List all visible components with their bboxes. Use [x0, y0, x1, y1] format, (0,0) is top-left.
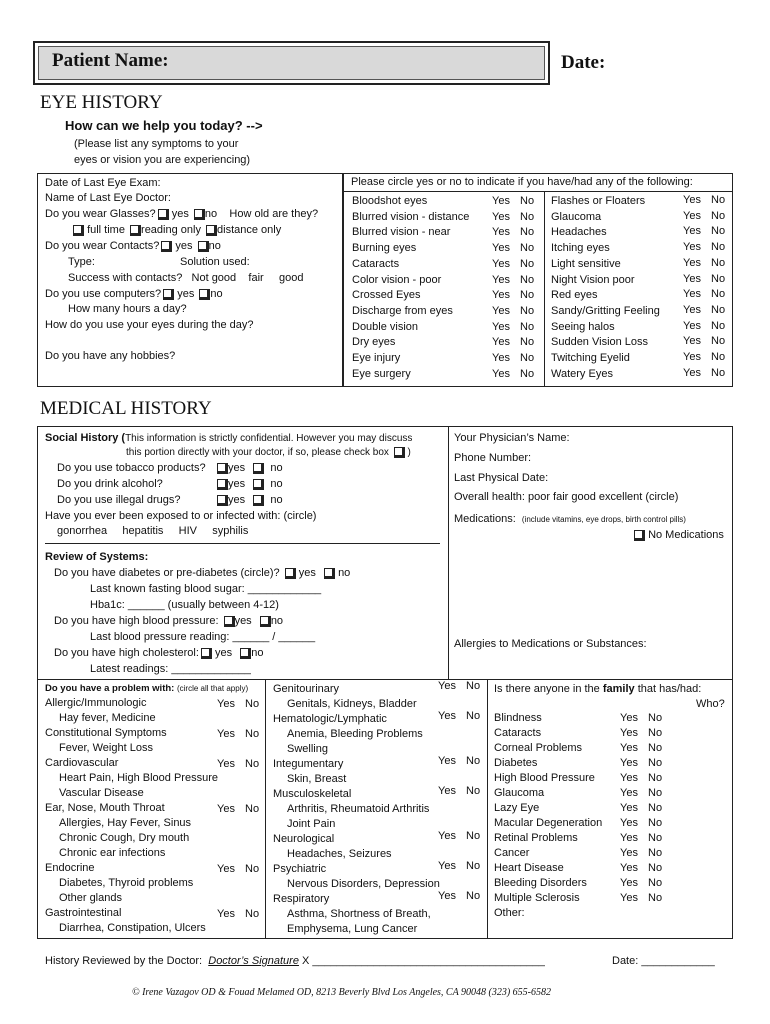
yes-option[interactable]: Yes: [438, 680, 456, 692]
yes-option[interactable]: Yes: [620, 802, 638, 814]
yes-option[interactable]: Yes: [683, 351, 701, 363]
no-option[interactable]: No: [245, 803, 260, 815]
distance-checkbox[interactable]: [206, 225, 215, 234]
bp-row: Do you have high blood pressure: yes no: [54, 615, 284, 627]
glasses-no-checkbox[interactable]: [194, 209, 203, 218]
patient-name-label: Patient Name:: [52, 50, 169, 71]
reading-checkbox[interactable]: [130, 225, 139, 234]
yes-option[interactable]: Yes: [620, 742, 638, 754]
symptom-label: Eye surgery: [352, 367, 411, 380]
symptom-label: Blurred vision - distance: [352, 210, 470, 223]
system-label: Allergic/Immunologic: [45, 697, 147, 709]
system-detail: Skin, Breast: [287, 773, 347, 785]
no-option[interactable]: No: [466, 785, 481, 797]
yes-option[interactable]: Yes: [620, 817, 638, 829]
physician-label: Your Physician’s Name:: [454, 432, 570, 444]
no-option[interactable]: No: [245, 908, 260, 920]
system-detail: Headaches, Seizures: [287, 848, 392, 860]
chol-last-label: Latest readings: _____________: [90, 663, 251, 675]
phone-label: Phone Number:: [454, 452, 532, 464]
yes-option[interactable]: Yes: [683, 288, 701, 301]
yes-option[interactable]: Yes: [492, 273, 510, 286]
yes-option[interactable]: Yes: [217, 758, 235, 770]
yes-option[interactable]: Yes: [683, 272, 701, 285]
diabetes-no-checkbox[interactable]: [324, 568, 333, 577]
symptom-label: Crossed Eyes: [352, 289, 421, 302]
symptom-label: Glaucoma: [551, 210, 602, 223]
no-option[interactable]: No: [711, 335, 726, 348]
symptom-label: Itching eyes: [551, 242, 610, 255]
no-option[interactable]: No: [466, 710, 481, 722]
alcohol-label: Do you drink alcohol?: [57, 478, 163, 490]
chol-no-checkbox[interactable]: [240, 648, 249, 657]
fulltime-checkbox[interactable]: [73, 225, 82, 234]
no-option[interactable]: No: [711, 241, 726, 254]
overall-health-label: Overall health: poor fair good excellent (circle): [454, 491, 679, 503]
system-label: Neurological: [273, 833, 335, 845]
no-option[interactable]: No: [648, 862, 663, 874]
contacts-yes-checkbox[interactable]: [161, 241, 170, 250]
symptom-label: Seeing halos: [551, 320, 615, 333]
no-option[interactable]: No: [520, 226, 535, 239]
family-question: Is there anyone in the family that has/had:: [494, 683, 702, 695]
alcohol-no-checkbox[interactable]: [253, 479, 262, 488]
no-option[interactable]: No: [648, 802, 663, 814]
system-label: Gastrointestinal: [45, 907, 122, 919]
symptom-label: Bloodshot eyes: [352, 195, 428, 207]
ros-label: Review of Systems:: [45, 551, 149, 563]
family-condition: Blindness: [494, 712, 542, 724]
system-label: Endocrine: [45, 862, 95, 874]
no-option[interactable]: No: [711, 256, 726, 269]
system-label: Genitourinary: [273, 683, 340, 695]
yes-option[interactable]: Yes: [683, 225, 701, 238]
yes-option[interactable]: Yes: [620, 772, 638, 784]
contacts-no-checkbox[interactable]: [198, 241, 207, 250]
no-option[interactable]: No: [711, 351, 726, 363]
family-condition: Macular Degeneration: [494, 817, 603, 829]
system-detail: Diabetes, Thyroid problems: [59, 877, 194, 889]
help-sub2: eyes or vision you are experiencing): [74, 154, 251, 166]
no-option[interactable]: No: [711, 209, 726, 222]
yes-option[interactable]: Yes: [217, 728, 235, 740]
yes-option[interactable]: Yes: [492, 242, 510, 255]
system-label: Respiratory: [273, 893, 330, 905]
system-label: Ear, Nose, Mouth Throat: [45, 802, 165, 814]
family-condition: Corneal Problems: [494, 742, 583, 754]
drugs-label: Do you use illegal drugs?: [57, 494, 181, 506]
sugar-label: Last known fasting blood sugar: ____________: [90, 583, 322, 595]
no-option[interactable]: No: [711, 272, 726, 285]
family-condition: High Blood Pressure: [494, 772, 595, 784]
family-condition: Bleeding Disorders: [494, 877, 587, 889]
patient-name-box: [33, 41, 550, 85]
system-detail: Arthritis, Rheumatoid Arthritis: [287, 803, 430, 815]
success-row: Success with contacts? Not good fair good: [68, 272, 304, 284]
yes-option[interactable]: Yes: [620, 757, 638, 769]
system-detail: Swelling: [287, 743, 328, 755]
computers-row: Do you use computers? yes no: [45, 288, 223, 300]
symptoms-header: Please circle yes or no to indicate if you have/had any of the following:: [351, 176, 693, 188]
yes-option[interactable]: Yes: [492, 289, 510, 302]
yes-option[interactable]: Yes: [217, 698, 235, 710]
no-option[interactable]: No: [711, 366, 726, 379]
system-detail: Emphysema, Lung Cancer: [287, 923, 418, 935]
system-detail: Nervous Disorders, Depression: [287, 878, 440, 890]
yes-option[interactable]: Yes: [438, 785, 456, 797]
yes-option[interactable]: Yes: [620, 847, 638, 859]
no-option[interactable]: No: [245, 698, 260, 710]
system-detail: Joint Pain: [287, 818, 336, 830]
reviewed-row: History Reviewed by the Doctor: Doctor’s Signature X ______________________________________: [45, 955, 545, 967]
system-label: Psychiatric: [273, 863, 327, 875]
alcohol-yes-checkbox[interactable]: [217, 479, 226, 488]
diabetes-row: Do you have diabetes or pre-diabetes (circle)? yes no: [54, 567, 351, 579]
yes-option[interactable]: Yes: [683, 303, 701, 316]
system-detail: Diarrhea, Constipation, Ulcers: [59, 922, 206, 934]
no-option[interactable]: No: [711, 288, 726, 301]
family-condition: Retinal Problems: [494, 832, 578, 844]
how-use-label: How do you use your eyes during the day?: [45, 319, 254, 331]
yes-option[interactable]: Yes: [492, 257, 510, 270]
drugs-yes-checkbox[interactable]: [217, 495, 226, 504]
no-option[interactable]: No: [648, 877, 663, 889]
symptom-label: Eye injury: [352, 352, 401, 364]
yes-option[interactable]: Yes: [492, 304, 510, 317]
system-detail: Asthma, Shortness of Breath,: [287, 908, 431, 920]
system-detail: Heart Pain, High Blood Pressure: [59, 772, 218, 784]
no-option[interactable]: No: [520, 352, 535, 364]
symptom-label: Night Vision poor: [551, 273, 635, 286]
no-option[interactable]: No: [648, 892, 663, 904]
symptom-label: Sudden Vision Loss: [551, 336, 649, 349]
no-option[interactable]: No: [520, 210, 535, 223]
yes-option[interactable]: Yes: [438, 755, 456, 767]
no-option[interactable]: No: [648, 772, 663, 784]
bp-last-label: Last blood pressure reading: ______ / ______: [90, 631, 316, 643]
system-label: Constitutional Symptoms: [45, 727, 167, 739]
system-detail: Genitals, Kidneys, Bladder: [287, 698, 417, 710]
no-meds-checkbox[interactable]: [634, 530, 643, 539]
tobacco-yn: yes no: [215, 462, 283, 474]
medications-label: Medications: (include vitamins, eye drops, birth control pills): [454, 513, 686, 525]
alcohol-yn: yes no: [215, 478, 283, 490]
no-option[interactable]: No: [466, 890, 481, 902]
no-option[interactable]: No: [520, 257, 535, 270]
contacts-row: Do you wear Contacts? yes no: [45, 240, 221, 252]
no-meds-row: No Medications: [632, 529, 724, 541]
yes-option[interactable]: Yes: [492, 226, 510, 239]
system-detail: Anemia, Bleeding Problems: [287, 728, 423, 740]
family-other: Other:: [494, 907, 525, 919]
family-condition: Lazy Eye: [494, 802, 540, 814]
symptom-label: Discharge from eyes: [352, 304, 453, 317]
symptom-label: Watery Eyes: [551, 367, 613, 380]
no-option[interactable]: No: [648, 832, 663, 844]
yes-option[interactable]: Yes: [217, 908, 235, 920]
no-option[interactable]: No: [520, 273, 535, 286]
problem-label: Do you have a problem with: (circle all that apply): [45, 683, 249, 694]
yes-option[interactable]: Yes: [620, 877, 638, 889]
no-option[interactable]: No: [648, 817, 663, 829]
system-detail: Chronic Cough, Dry mouth: [59, 832, 190, 844]
no-option[interactable]: No: [466, 680, 481, 692]
social-history-line: Social History (This information is strictly confidential. However you may discuss: [45, 432, 413, 444]
date-label: Date:: [561, 52, 606, 73]
drugs-no-checkbox[interactable]: [253, 495, 262, 504]
symptom-label: Flashes or Floaters: [551, 195, 646, 207]
yes-option[interactable]: Yes: [683, 366, 701, 379]
diseases-list: gonorrhea hepatitis HIV syphilis: [57, 525, 249, 537]
eye-history-title: EYE HISTORY: [40, 92, 163, 113]
exposed-label: Have you ever been exposed to or infected with: (circle): [45, 510, 317, 522]
system-detail: Other glands: [59, 892, 122, 904]
chol-yes-checkbox[interactable]: [201, 648, 210, 657]
symptom-label: Sandy/Gritting Feeling: [551, 304, 660, 317]
no-option[interactable]: No: [466, 860, 481, 872]
no-option[interactable]: No: [245, 863, 260, 875]
allergies-label: Allergies to Medications or Substances:: [454, 638, 647, 650]
no-option[interactable]: No: [648, 847, 663, 859]
yes-option[interactable]: Yes: [620, 832, 638, 844]
chol-row: Do you have high cholesterol: yes no: [54, 647, 264, 659]
system-detail: Chronic ear infections: [59, 847, 166, 859]
family-condition: Diabetes: [494, 757, 538, 769]
last-doctor-label: Name of Last Eye Doctor:: [45, 192, 171, 204]
symptom-label: Red eyes: [551, 289, 598, 302]
no-option[interactable]: No: [648, 712, 663, 724]
bp-yes-checkbox[interactable]: [224, 616, 233, 625]
type-label: Type:: [68, 256, 95, 268]
system-detail: Vascular Disease: [59, 787, 144, 799]
glasses-usage-row: full time reading only distance only: [71, 224, 281, 236]
symptom-label: Light sensitive: [551, 257, 621, 270]
glasses-yes-checkbox[interactable]: [158, 209, 167, 218]
no-option[interactable]: No: [520, 242, 535, 255]
yes-option[interactable]: Yes: [492, 320, 510, 333]
no-option[interactable]: No: [648, 757, 663, 769]
no-option[interactable]: No: [711, 303, 726, 316]
no-option[interactable]: No: [466, 830, 481, 842]
yes-option[interactable]: Yes: [683, 256, 701, 269]
yes-option[interactable]: Yes: [438, 860, 456, 872]
medical-box: [37, 426, 733, 939]
yes-option[interactable]: Yes: [683, 241, 701, 254]
bp-no-checkbox[interactable]: [260, 616, 269, 625]
family-condition: Multiple Sclerosis: [494, 892, 580, 904]
symptom-label: Dry eyes: [352, 336, 396, 349]
no-option[interactable]: No: [520, 289, 535, 302]
no-option[interactable]: No: [711, 194, 726, 206]
computers-yes-checkbox[interactable]: [163, 289, 172, 298]
no-option[interactable]: No: [648, 742, 663, 754]
yes-option[interactable]: Yes: [438, 830, 456, 842]
eye-symptoms-box: [343, 173, 733, 387]
family-condition: Cataracts: [494, 727, 542, 739]
social-line2: this portion directly with your doctor, if so, please check box ): [126, 447, 411, 458]
yes-option[interactable]: Yes: [217, 863, 235, 875]
hobbies-label: Do you have any hobbies?: [45, 350, 176, 362]
yes-option[interactable]: Yes: [620, 727, 638, 739]
symptom-label: Double vision: [352, 320, 419, 333]
help-sub1: (Please list any symptoms to your: [74, 138, 239, 150]
last-physical-label: Last Physical Date:: [454, 472, 549, 484]
tobacco-no-checkbox[interactable]: [253, 463, 262, 472]
copyright: © Irene Vazagov OD & Fouad Melamed OD, 8213 Beverly Blvd Los Angeles, CA 90048 (323) 655-6582: [132, 987, 552, 998]
medical-history-title: MEDICAL HISTORY: [40, 398, 212, 419]
diabetes-yes-checkbox[interactable]: [285, 568, 294, 577]
yes-option[interactable]: Yes: [683, 194, 701, 206]
hours-label: How many hours a day?: [68, 303, 187, 315]
footer-date: Date: ____________: [612, 955, 715, 967]
yes-option[interactable]: Yes: [438, 710, 456, 722]
symptom-label: Headaches: [551, 226, 607, 239]
system-label: Musculoskeletal: [273, 788, 352, 800]
yes-option[interactable]: Yes: [492, 352, 510, 364]
tobacco-yes-checkbox[interactable]: [217, 463, 226, 472]
yes-option[interactable]: Yes: [492, 195, 510, 207]
symptom-label: Cataracts: [352, 257, 400, 270]
yes-option[interactable]: Yes: [492, 367, 510, 380]
system-label: Cardiovascular: [45, 757, 119, 769]
hba1c-label: Hba1c: ______ (usually between 4-12): [90, 599, 279, 611]
system-detail: Fever, Weight Loss: [59, 742, 153, 754]
last-exam-label: Date of Last Eye Exam:: [45, 177, 161, 189]
who-label: Who?: [696, 698, 725, 710]
no-option[interactable]: No: [711, 225, 726, 238]
yes-option[interactable]: Yes: [683, 209, 701, 222]
no-option[interactable]: No: [520, 367, 535, 380]
system-detail: Hay fever, Medicine: [59, 712, 156, 724]
symptom-label: Color vision - poor: [352, 273, 442, 286]
no-option[interactable]: No: [520, 320, 535, 333]
yes-option[interactable]: Yes: [492, 210, 510, 223]
family-condition: Heart Disease: [494, 862, 564, 874]
no-option[interactable]: No: [520, 195, 535, 207]
help-question: How can we help you today? -->: [65, 118, 263, 133]
no-option[interactable]: No: [245, 728, 260, 740]
no-option[interactable]: No: [648, 787, 663, 799]
glasses-row: Do you wear Glasses? yes no How old are they?: [45, 208, 319, 220]
system-detail: Allergies, Hay Fever, Sinus: [59, 817, 192, 829]
no-option[interactable]: No: [245, 758, 260, 770]
system-label: Hematologic/Lymphatic: [273, 713, 387, 725]
family-condition: Glaucoma: [494, 787, 545, 799]
solution-label: Solution used:: [180, 256, 250, 268]
system-label: Integumentary: [273, 758, 344, 770]
yes-option[interactable]: Yes: [620, 712, 638, 724]
eye-exam-box: [37, 173, 343, 387]
yes-option[interactable]: Yes: [620, 787, 638, 799]
no-option[interactable]: No: [466, 755, 481, 767]
yes-option[interactable]: Yes: [620, 862, 638, 874]
tobacco-label: Do you use tobacco products?: [57, 462, 206, 474]
yes-option[interactable]: Yes: [217, 803, 235, 815]
computers-no-checkbox[interactable]: [199, 289, 208, 298]
yes-option[interactable]: Yes: [683, 319, 701, 332]
discuss-checkbox[interactable]: [394, 447, 403, 456]
yes-option[interactable]: Yes: [492, 336, 510, 349]
no-option[interactable]: No: [711, 319, 726, 332]
symptom-label: Burning eyes: [352, 242, 417, 255]
symptom-label: Blurred vision - near: [352, 226, 451, 239]
yes-option[interactable]: Yes: [683, 335, 701, 348]
no-option[interactable]: No: [648, 727, 663, 739]
no-option[interactable]: No: [520, 304, 535, 317]
family-condition: Cancer: [494, 847, 530, 859]
yes-option[interactable]: Yes: [620, 892, 638, 904]
symptom-label: Twitching Eyelid: [551, 352, 630, 364]
drugs-yn: yes no: [215, 494, 283, 506]
yes-option[interactable]: Yes: [438, 890, 456, 902]
no-option[interactable]: No: [520, 336, 535, 349]
